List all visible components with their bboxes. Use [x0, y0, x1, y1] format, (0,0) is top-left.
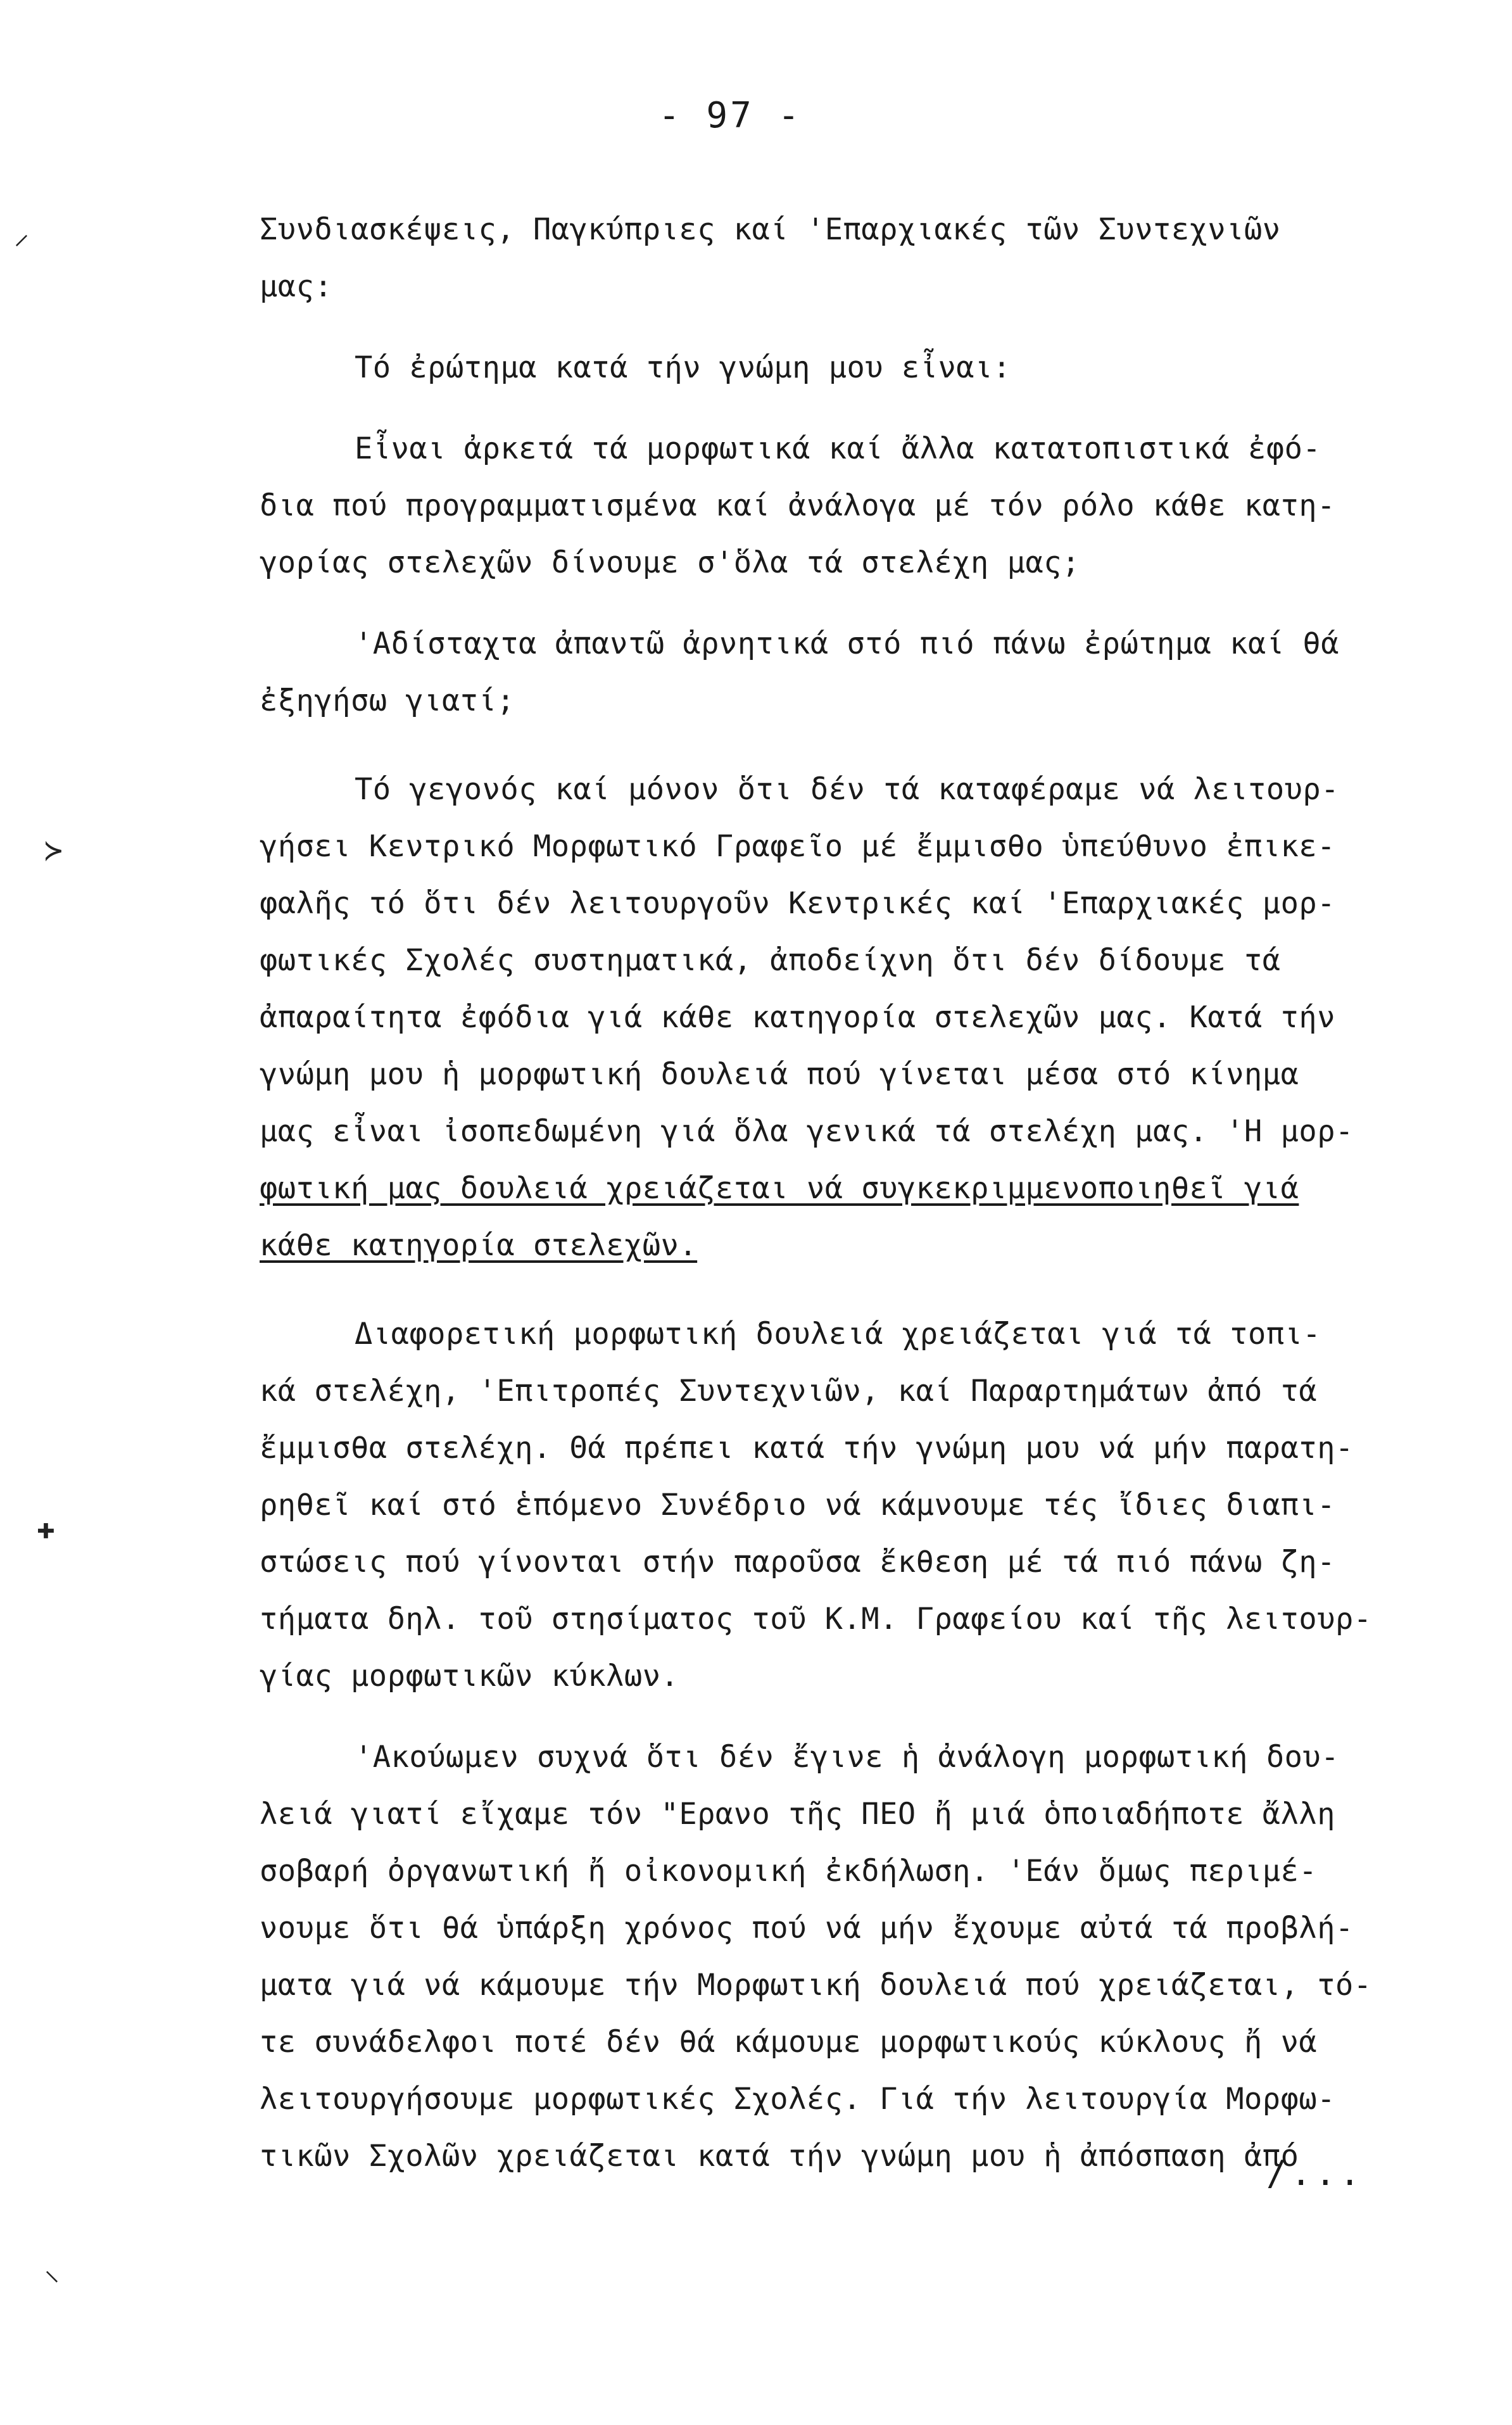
- text-line: ρηθεῖ καί στό ἑπόμενο Συνέδριο νά κάμνουμε τές ἴδιες διαπι-: [260, 1488, 1335, 1523]
- text-line: νουμε ὅτι θά ὑπάρξη χρόνος πού νά μήν ἔχουμε αὐτά τά προβλή-: [260, 1911, 1354, 1946]
- text-line: γορίας στελεχῶν δίνουμε σ'ὅλα τά στελέχη μας;: [260, 545, 1080, 580]
- margin-mark: ⸝: [14, 216, 30, 251]
- text-line: 'Ακούωμεν συχνά ὅτι δέν ἔγινε ἡ ἀνάλογη μορφωτική δου-: [355, 1740, 1340, 1775]
- margin-mark: ≻: [44, 833, 63, 868]
- text-line: σοβαρή ὀργανωτική ἤ οἰκονομική ἐκδήλωση. 'Εάν ὅμως περιμέ-: [260, 1854, 1318, 1889]
- text-line: ἀπαραίτητα ἐφόδια γιά κάθε κατηγορία στελεχῶν μας. Κατά τήν: [260, 1000, 1335, 1035]
- text-line: γήσει Κεντρικό Μορφωτικό Γραφεῖο μέ ἔμμισθο ὑπεύθυνο ἐπικε-: [260, 829, 1335, 864]
- text-line: λειτουργήσουμε μορφωτικές Σχολές. Γιά τήν λειτουργία Μορφω-: [260, 2082, 1335, 2117]
- text-line: Διαφορετική μορφωτική δουλειά χρειάζεται γιά τά τοπι-: [355, 1317, 1321, 1352]
- text-line: μας:: [260, 269, 333, 304]
- text-line: γνώμη μου ἡ μορφωτική δουλειά πού γίνεται μέσα στό κίνημα: [260, 1057, 1299, 1092]
- text-line: Τό γεγονός καί μόνον ὅτι δέν τά καταφέραμε νά λειτουρ-: [355, 772, 1340, 807]
- text-line: γίας μορφωτικῶν κύκλων.: [260, 1659, 679, 1694]
- margin-mark: ⸜: [44, 2252, 60, 2288]
- text-line: ἔμμισθα στελέχη. Θά πρέπει κατά τήν γνώμη μου νά μήν παρατη-: [260, 1431, 1354, 1466]
- text-line: φαλῆς τό ὅτι δέν λειτουργοῦν Κεντρικές καί 'Επαρχιακές μορ-: [260, 886, 1335, 921]
- text-line: ματα γιά νά κάμουμε τήν Μορφωτική δουλειά πού χρειάζεται, τό-: [260, 1968, 1372, 2003]
- page-number: - 97 -: [658, 95, 802, 136]
- text-line: τε συνάδελφοι ποτέ δέν θά κάμουμε μορφωτικούς κύκλους ἤ νά: [260, 2025, 1318, 2060]
- text-line: φωτικές Σχολές συστηματικά, ἀποδείχνη ὅτι δέν δίδουμε τά: [260, 943, 1281, 978]
- text-line: δια πού προγραμματισμένα καί ἀνάλογα μέ τόν ρόλο κάθε κατη-: [260, 488, 1335, 523]
- text-line: λειά γιατί εἴχαμε τόν "Ερανο τῆς ΠΕΟ ἤ μιά ὁποιαδήποτε ἄλλη: [260, 1797, 1335, 1832]
- text-line: τήματα δηλ. τοῦ στησίματος τοῦ Κ.Μ. Γραφείου καί τῆς λειτουρ-: [260, 1602, 1372, 1637]
- text-line: κά στελέχη, 'Επιτροπές Συντεχνιῶν, καί Παραρτημάτων ἀπό τά: [260, 1374, 1318, 1409]
- text-line: Συνδιασκέψεις, Παγκύπριες καί 'Επαρχιακές τῶν Συντεχνιῶν: [260, 212, 1281, 247]
- text-line: Εἶναι ἀρκετά τά μορφωτικά καί ἄλλα κατατοπιστικά ἐφό-: [355, 431, 1321, 466]
- text-line: Τό ἐρώτημα κατά τήν γνώμη μου εἶναι:: [355, 350, 1011, 385]
- body-text: [260, 201, 1450, 2185]
- margin-mark: ✚: [37, 1510, 55, 1546]
- text-line: κάθε κατηγορία στελεχῶν.: [260, 1228, 698, 1263]
- text-line: φωτική μας δουλειά χρειάζεται νά συγκεκριμμενοποιηθεῖ γιά: [260, 1171, 1299, 1206]
- continuation-mark: /...: [1266, 2153, 1364, 2193]
- text-line: στώσεις πού γίνονται στήν παροῦσα ἔκθεση μέ τά πιό πάνω ζη-: [260, 1545, 1335, 1580]
- text-line: ἐξηγήσω γιατί;: [260, 683, 515, 718]
- text-line: τικῶν Σχολῶν χρειάζεται κατά τήν γνώμη μου ἡ ἀπόσπαση ἀπό: [260, 2139, 1299, 2174]
- text-line: 'Αδίσταχτα ἀπαντῶ ἀρνητικά στό πιό πάνω ἐρώτημα καί θά: [355, 626, 1340, 661]
- text-line: μας εἶναι ἰσοπεδωμένη γιά ὅλα γενικά τά στελέχη μας. 'Η μορ-: [260, 1114, 1354, 1149]
